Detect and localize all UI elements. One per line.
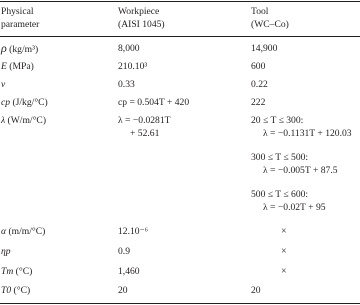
param-efficiency <box>1 245 11 258</box>
param-initial-temp-symbol: T0 <box>1 285 12 296</box>
tool-initial-temp: 20 <box>251 285 261 296</box>
tool-heat-capacity: 222 <box>251 97 266 108</box>
workpiece-expansion: 12.10⁻⁶ <box>118 226 148 237</box>
tool-conductivity-range-3 <box>251 188 326 214</box>
param-conductivity-symbol: λ <box>1 115 6 126</box>
param-heat-capacity-unit: (J/kg/°C) <box>10 97 48 108</box>
tool-expansion: × <box>281 226 287 237</box>
tool-density: 14,900 <box>251 43 278 54</box>
table-header-rule <box>0 36 360 37</box>
param-heat-capacity-symbol: cp <box>1 97 11 108</box>
tool-poisson: 0.22 <box>251 79 268 90</box>
param-density-unit: (kg/m³) <box>6 44 39 55</box>
tool-modulus: 600 <box>251 61 266 72</box>
workpiece-heat-capacity: cp = 0.504T + 420 <box>118 97 190 108</box>
workpiece-conductivity-line1: λ = −0.0281T <box>118 115 171 126</box>
tool-conductivity-range-2-bounds: 300 ≤ T ≤ 500: <box>251 152 309 163</box>
tool-conductivity-range-3-formula: λ = −0.02T + 95 <box>263 202 326 213</box>
param-initial-temp-unit: (°C) <box>11 285 31 296</box>
table-top-rule <box>0 1 360 2</box>
header-workpiece-line2: (AISI 1045) <box>118 19 165 30</box>
param-density <box>1 42 38 56</box>
header-parameter-line2: parameter <box>1 19 40 30</box>
header-tool <box>251 5 289 31</box>
tool-conductivity-range-2-formula: λ = −0.005T + 87.5 <box>263 165 338 176</box>
workpiece-conductivity <box>118 114 171 140</box>
param-expansion-symbol: α <box>1 226 7 237</box>
tool-conductivity-range-1 <box>251 114 352 140</box>
workpiece-poisson: 0.33 <box>118 79 135 90</box>
param-expansion-unit: (m/m/°C) <box>6 226 46 237</box>
param-poisson <box>1 78 5 91</box>
header-tool-line2: (WC–Co) <box>251 19 289 30</box>
param-modulus <box>1 60 34 73</box>
param-heat-capacity <box>1 96 48 109</box>
header-workpiece-line1: Workpiece <box>118 6 160 17</box>
tool-efficiency: × <box>281 246 287 257</box>
param-modulus-symbol: E <box>1 61 7 72</box>
workpiece-melting-temp: 1,460 <box>118 266 140 277</box>
table-bottom-rule <box>0 303 360 304</box>
tool-conductivity-range-2 <box>251 151 338 177</box>
header-workpiece <box>118 5 165 31</box>
param-melting-temp-symbol: Tm <box>1 266 14 277</box>
header-parameter <box>1 5 39 31</box>
param-melting-temp <box>1 265 32 278</box>
param-density-symbol: ρ <box>1 41 7 55</box>
header-tool-line1: Tool <box>251 6 269 17</box>
header-parameter-line1: Physical <box>1 6 34 17</box>
param-modulus-unit: (MPa) <box>6 61 34 72</box>
param-melting-temp-unit: (°C) <box>13 266 33 277</box>
param-expansion <box>1 225 45 238</box>
workpiece-initial-temp: 20 <box>118 285 128 296</box>
workpiece-modulus: 210.10³ <box>118 61 148 72</box>
param-initial-temp <box>1 284 30 297</box>
param-poisson-symbol: v <box>1 79 6 90</box>
tool-conductivity-range-3-bounds: 500 ≤ T ≤ 600: <box>251 189 309 200</box>
tool-conductivity-range-1-bounds: 20 ≤ T ≤ 300: <box>251 115 304 126</box>
workpiece-efficiency: 0.9 <box>118 246 130 257</box>
tool-conductivity-range-1-formula: λ = −0.1131T + 120.03 <box>263 128 352 139</box>
workpiece-conductivity-line2: + 52.61 <box>130 128 160 139</box>
tool-melting-temp: × <box>281 266 287 277</box>
param-conductivity-unit: (W/m/°C) <box>5 115 47 126</box>
param-efficiency-symbol: ηp <box>1 246 11 257</box>
workpiece-density: 8,000 <box>118 43 140 54</box>
param-conductivity <box>1 114 46 127</box>
